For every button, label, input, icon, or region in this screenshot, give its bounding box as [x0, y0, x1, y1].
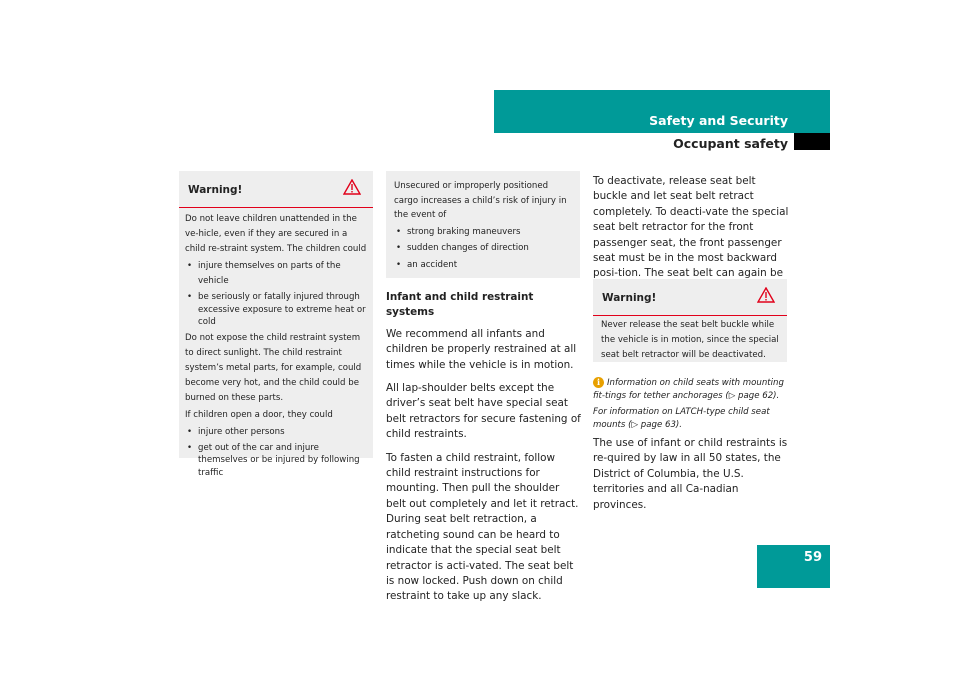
warning-box-buckle: [593, 279, 787, 362]
warning-title: Warning!: [188, 184, 243, 196]
body-paragraph: All lap-shoulder belts except the driver’s seat belt have special seat belt retractors for secure fastening of child restraints.: [386, 382, 581, 441]
section-title: Safety and Security: [649, 113, 788, 128]
body-paragraph: To fasten a child restraint, follow child restraint instructions for mounting. Then pull the shoulder belt out completely and let it retract. During seat belt retraction, a ratcheting sound can be heard to indicate that the special seat belt retractor is acti-vated. The seat belt is now locked. Push down on child restraint to take up any slack.: [386, 451, 579, 603]
cargo-warning-box: [386, 171, 580, 278]
list-item: • strong braking maneuvers: [394, 225, 572, 240]
middle-column: [386, 290, 581, 613]
info-text: Information on child seats with mounting fit-tings for tether anchorages (▷ page 62).: [593, 378, 784, 401]
warning-text: Never release the seat belt buckle while the vehicle is in motion, since the special seat belt retractor will be deactivated.: [601, 320, 779, 360]
right-column-bottom: [593, 436, 789, 521]
warning-intro: Do not leave children unattended in the ve-hicle, even if they are secured in a child re-straint system. The children could: [185, 214, 367, 254]
warning-paragraph: Do not expose the child restraint system to direct sunlight. The child restraint system’s metal parts, for example, could become very hot, and the child could be burned on these parts.: [185, 332, 362, 403]
cargo-intro: Unsecured or improperly positioned cargo increases a child’s risk of injury in the event of: [394, 181, 567, 220]
info-note: [593, 377, 789, 403]
warning-header: [593, 279, 787, 316]
section-heading: Infant and child restraint systems: [386, 291, 534, 319]
warning-header: [179, 171, 373, 208]
page-number-box: [757, 545, 830, 588]
body-paragraph: The use of infant or child restraints is re-quired by law in all 50 states, the District of Columbia, the U.S. territories and all Ca-nadian provinces.: [593, 437, 788, 511]
list-item: • an accident: [394, 258, 572, 273]
warning-triangle-icon: [757, 287, 775, 303]
body-paragraph: To deactivate, release seat belt buckle and let seat belt retract completely. To deacti-vate the special seat belt retractor for the front passenger seat, the front passenger seat must be in the most backward posi-tion. The seat belt can again be: [593, 175, 789, 280]
warning-triangle-icon: [343, 179, 361, 195]
page-number: 59: [803, 550, 822, 565]
body-paragraph: We recommend all infants and children be properly restrained at all times while the vehicle is in motion.: [386, 327, 577, 371]
list-item: • get out of the car and injure themselves or be injured by following traffic: [185, 442, 367, 480]
list-item: • injure other persons: [185, 425, 367, 440]
info-icon: i: [593, 377, 604, 388]
info-block: [593, 377, 789, 432]
warning-paragraph: If children open a door, they could: [185, 409, 333, 420]
list-item: • sudden changes of direction: [394, 241, 572, 256]
warning-box-children: [179, 171, 373, 478]
list-item: • injure themselves on parts of the vehicle: [185, 259, 367, 289]
header-marker: [794, 133, 830, 150]
info-note: For information on LATCH-type child seat mounts (▷ page 63).: [593, 407, 770, 430]
subsection-title: Occupant safety: [673, 136, 788, 151]
warning-title: Warning!: [602, 292, 657, 304]
list-item: • be seriously or fatally injured through excessive exposure to extreme heat or cold: [185, 291, 367, 329]
